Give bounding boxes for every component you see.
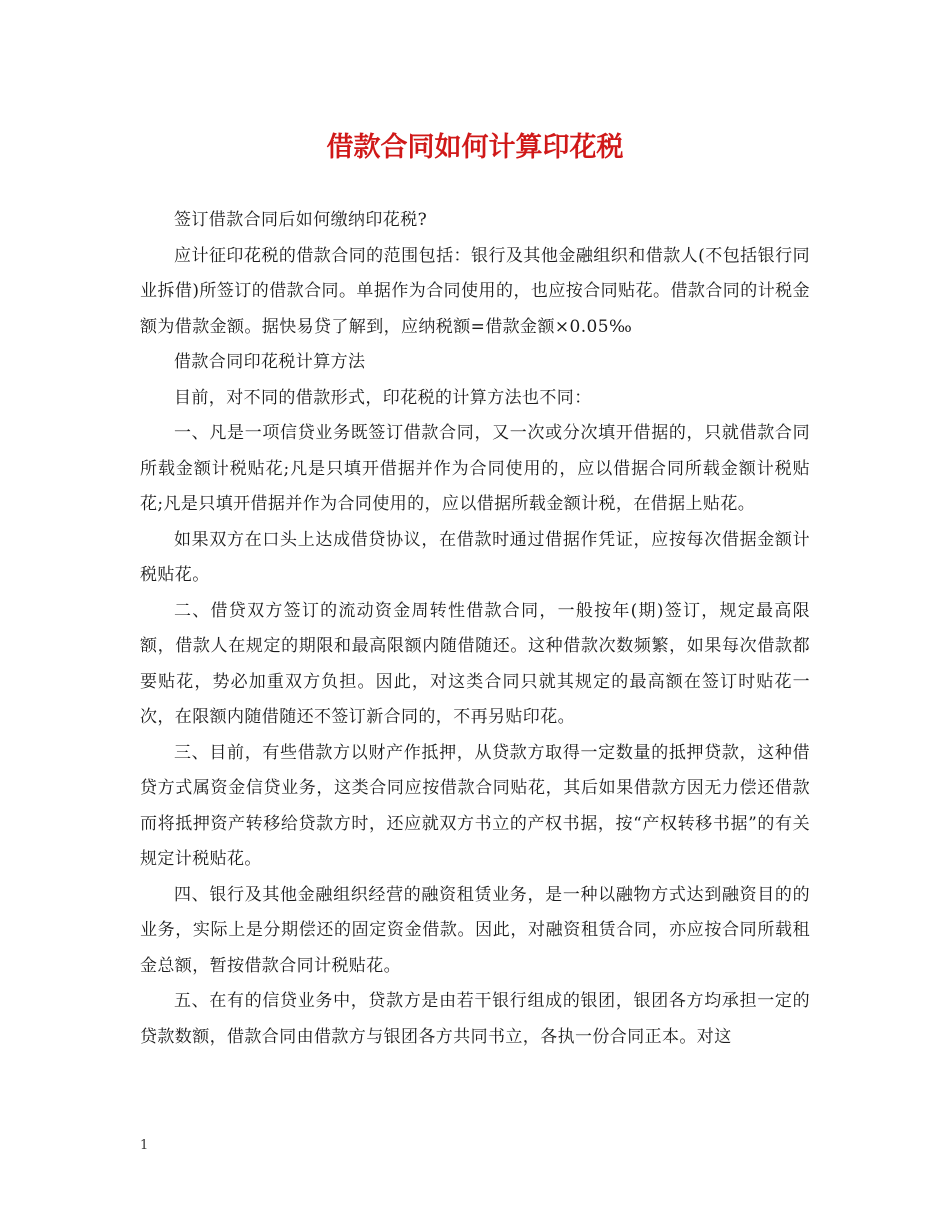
paragraph-intro: 目前，对不同的借款形式，印花税的计算方法也不同： [174, 387, 592, 408]
paragraph-scope: 应计征印花税的借款合同的范围包括：银行及其他金融组织和借款人(不包括银行同业拆借)所签订的借款合同。单据作为合同使用的，也应按合同贴花。借款合同的计税金额为借款金额。据快易贷了解到，应纳税额=借款金额×0.05‰ [140, 245, 810, 337]
paragraph-item-3: 三、目前，有些借款方以财产作抵押，从贷款方取得一定数量的抵押贷款，这种借贷方式属资金信贷业务，这类合同应按借款合同贴花，其后如果借款方因无力偿还借款而将抵押资产转移给贷款方时，还应就双方书立的产权书据，按“产权转移书据”的有关规定计税贴花。 [140, 742, 810, 869]
page-number: 1 [140, 1138, 149, 1153]
paragraph-item-4: 四、银行及其他金融组织经营的融资租赁业务，是一种以融物方式达到融资目的的业务，实际上是分期偿还的固定资金借款。因此，对融资租赁合同，亦应按合同所载租金总额，暂按借款合同计税贴花。 [140, 884, 810, 976]
paragraph-item-2: 二、借贷双方签订的流动资金周转性借款合同，一般按年(期)签订，规定最高限额，借款人在规定的期限和最高限额内随借随还。这种借款次数频繁，如果每次借款都要贴花，势必加重双方负担。因此，对这类合同只就其规定的最高额在签订时贴花一次，在限额内随借随还不签订新合同的，不再另贴印花。 [140, 600, 810, 727]
paragraph-question: 签订借款合同后如何缴纳印花税? [174, 210, 428, 230]
paragraph-oral-agreement: 如果双方在口头上达成借贷协议，在借款时通过借据作凭证，应按每次借据金额计税贴花。 [140, 529, 810, 585]
paragraph-method-heading: 借款合同印花税计算方法 [174, 352, 366, 372]
paragraph-item-5: 五、在有的信贷业务中，贷款方是由若干银行组成的银团，银团各方均承担一定的贷款数额，借款合同由借款方与银团各方共同书立，各执一份合同正本。对这 [140, 991, 810, 1047]
paragraph-item-1: 一、凡是一项信贷业务既签订借款合同，又一次或分次填开借据的，只就借款合同所载金额计税贴花;凡是只填开借据并作为合同使用的，应以借据合同所载金额计税贴花;凡是只填开借据并作为合同使用的，应以借据所载金额计税，在借据上贴花。 [140, 423, 810, 514]
document-body [140, 203, 810, 1055]
document-title: 借款合同如何计算印花税 [326, 132, 624, 163]
